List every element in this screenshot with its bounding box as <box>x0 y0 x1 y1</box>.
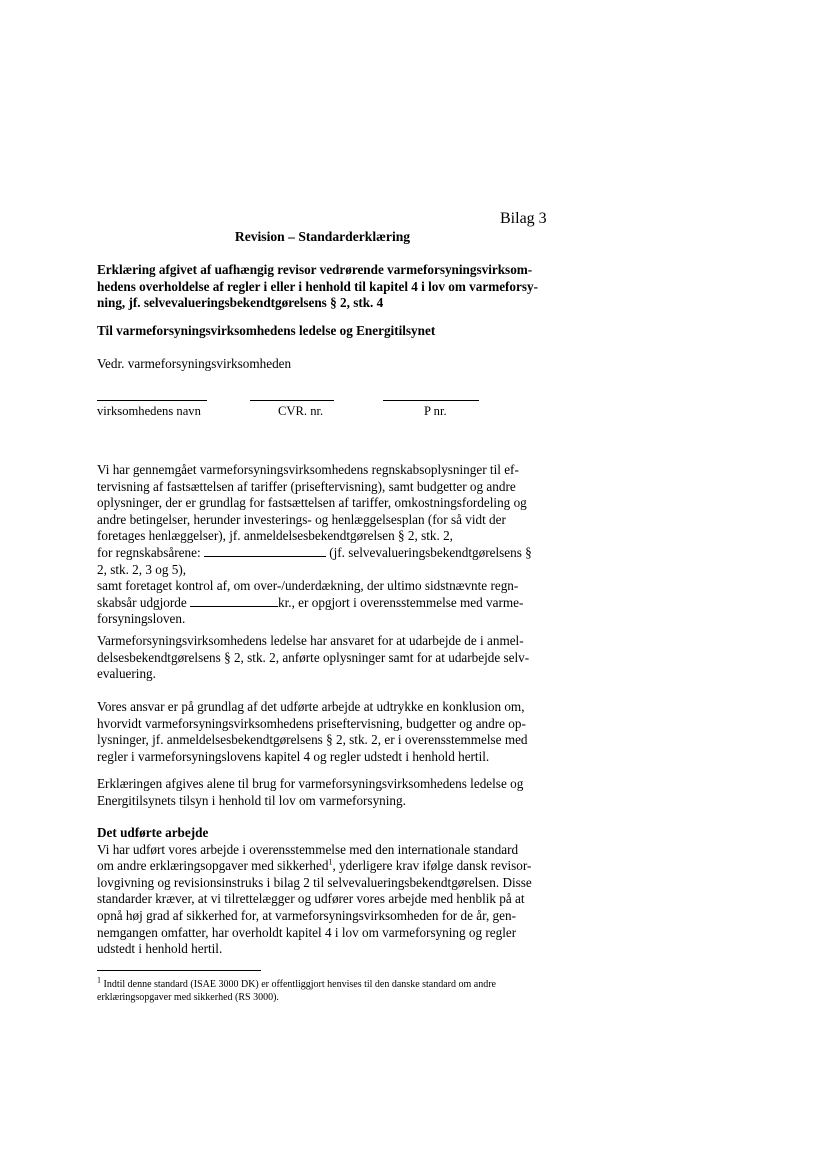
work-performed-section <box>97 825 549 958</box>
paragraph-line: samt foretaget kontrol af, om over-/underdækning, der ultimo sidstnævnte regn- <box>97 578 519 594</box>
review-paragraph <box>97 462 549 628</box>
document-title: Revision – Standarderklæring <box>234 229 411 244</box>
cvr-field[interactable] <box>250 400 334 401</box>
section-heading: Det udførte arbejde <box>97 825 209 840</box>
paragraph-line: evaluering. <box>97 666 156 682</box>
p-number-label: P nr. <box>424 404 447 418</box>
paragraph-line: Vores ansvar er på grundlag af det udførte arbejde at udtrykke en konklusion om, <box>97 699 525 714</box>
addressee: Til varmeforsyningsvirksomhedens ledelse og Energitilsynet <box>97 323 436 338</box>
paragraph-line: andre betingelser, herunder investerings- og henlæggelsesplan (for så vidt der <box>97 511 506 527</box>
management-responsibility-paragraph <box>97 633 549 683</box>
paragraph-line <box>97 545 549 562</box>
fiscal-years-field[interactable] <box>204 545 326 557</box>
paragraph-line: lysninger, jf. anmeldelsesbekendtgørelsens § 2, stk. 2, er i overensstemmelse med <box>97 732 528 748</box>
footnote-text: Indtil denne standard (ISAE 3000 DK) er offentliggjort henvises til den danske standard om andre erklæringsopgaver med sikkerhed (RS 3000). <box>97 979 496 1003</box>
footnote-marker: 1 <box>97 975 101 985</box>
paragraph-line: Energitilsynets tilsyn i henhold til lov om varmeforsyning. <box>97 792 406 808</box>
cvr-label: CVR. nr. <box>278 404 324 418</box>
fiscal-years-reference: (jf. selvevalueringsbekendtgørelsens § <box>329 544 532 560</box>
paragraph-line: Vi har gennemgået varmeforsyningsvirksomhedens regnskabsoplysninger til ef- <box>97 462 519 477</box>
appendix-label: Bilag 3 <box>500 210 547 227</box>
auditor-responsibility-paragraph <box>97 699 549 765</box>
footnote-reference[interactable]: 1 <box>328 857 333 867</box>
paragraph-line <box>97 595 549 612</box>
heading-line: ning, jf. selvevalueringsbekendtgørelsens § 2, stk. 4 <box>97 295 384 311</box>
paragraph-line: tervisning af fastsættelsen af tariffer (priseftervisning), samt budgetter og andre <box>97 478 516 494</box>
paragraph-line: foretages henlæggelser), jf. anmeldelsesbekendtgørelsen § 2, stk. 2, <box>97 528 453 544</box>
paragraph-line: standarder kræver, at vi tilrettelægger og udfører vores arbejde med henblik på at <box>97 891 525 907</box>
amount-reference: kr., er opgjort i overensstemmelse med varme- <box>278 594 524 610</box>
vedr-line: Vedr. varmeforsyningsvirksomheden <box>97 356 292 371</box>
paragraph-line: lovgivning og revisionsinstruks i bilag 2 til selvevalueringsbekendtgørelsen. Disse <box>97 874 532 890</box>
company-name-label: virksomhedens navn <box>97 404 201 418</box>
heading-line: Erklæring afgivet af uafhængig revisor vedrørende varmeforsyningsvirksom- <box>97 262 533 277</box>
paragraph-line: nemgangen omfatter, har overholdt kapitel 4 i lov om varmeforsyning og regler <box>97 924 517 940</box>
line-text: om andre erklæringsopgaver med sikkerhed <box>97 858 329 874</box>
statement-heading <box>97 262 549 312</box>
paragraph-line: opnå høj grad af sikkerhed for, at varmeforsyningsvirksomheden for de år, gen- <box>97 907 516 923</box>
p-number-field[interactable] <box>383 400 479 401</box>
footnote-separator <box>97 970 261 971</box>
paragraph-line: hvorvidt varmeforsyningsvirksomhedens priseftervisning, budgetter og andre op- <box>97 715 526 731</box>
paragraph-line: Varmeforsyningsvirksomhedens ledelse har ansvaret for at udarbejde de i anmel- <box>97 633 524 648</box>
heading-line: hedens overholdelse af regler i eller i henhold til kapitel 4 i lov om varmeforsy- <box>97 278 539 294</box>
line-text: , yderligere krav ifølge dansk revisor- <box>332 858 532 874</box>
paragraph-line: Erklæringen afgives alene til brug for varmeforsyningsvirksomhedens ledelse og <box>97 776 524 791</box>
paragraph-line: oplysninger, der er grundlag for fastsættelsen af tariffer, omkostningsfordeling og <box>97 495 527 511</box>
company-name-field[interactable] <box>97 400 207 401</box>
paragraph-line: forsyningsloven. <box>97 611 186 627</box>
paragraph-line: delsesbekendtgørelsens § 2, stk. 2, anførte oplysninger samt for at udarbejde selv- <box>97 649 530 665</box>
paragraph-line: 2, stk. 2, 3 og 5), <box>97 561 187 577</box>
usage-paragraph <box>97 776 549 809</box>
paragraph-line: Vi har udført vores arbejde i overensstemmelse med den internationale standard <box>97 841 519 857</box>
paragraph-line: regler i varmeforsyningslovens kapitel 4 og regler udstedt i henhold hertil. <box>97 748 490 764</box>
fiscal-years-label: for regnskabsårene: <box>97 544 201 560</box>
footnote <box>97 975 549 1004</box>
paragraph-line: udstedt i henhold hertil. <box>97 941 223 957</box>
paragraph-line <box>97 858 549 875</box>
amount-label: skabsår udgjorde <box>97 594 187 610</box>
amount-field[interactable] <box>190 595 278 607</box>
